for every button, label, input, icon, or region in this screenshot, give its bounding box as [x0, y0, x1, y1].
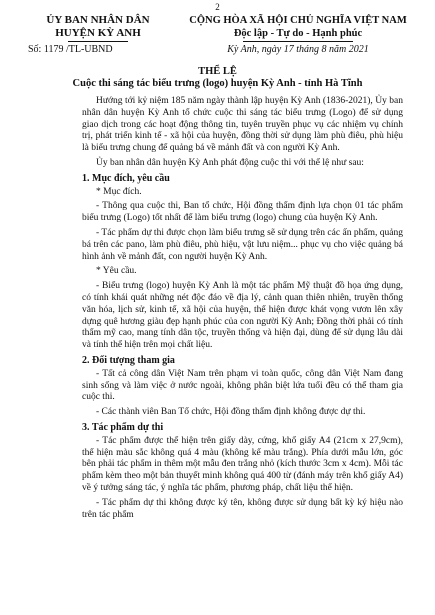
document-number: Số: 1179 /TL-UBND [28, 44, 113, 55]
section-1-paragraph: * Mục đích. [96, 186, 142, 197]
section-2-paragraph: - Tất cả công dân Việt Nam trên phạm vi toàn quốc, công dân Việt Nam đang sinh sống và làm việc ở nước ngoài, không phân biệt lứa tuổi đều có thể tham gia cuộc thi. [82, 368, 403, 403]
section-1-paragraph: - Tác phẩm dự thi được chọn làm biểu trưng sẽ sử dụng trên các ấn phẩm, quảng bá trên các pano, làm phù điêu, phù hiệu, vật lưu niệm... phục vụ cho việc quảng bá hình ảnh về mảnh đất, con người huyện Kỳ Anh. [82, 227, 403, 262]
section-1-paragraph: - Biểu trưng (logo) huyện Kỳ Anh là một tác phẩm Mỹ thuật đồ họa ứng dụng, có tính khái quát những nét độc đáo về địa lý, cảnh quan thiên nhiên, truyền thống văn hóa, lịch sử, kinh tế, xã hội của huyện, thể hiện được khát vọng vươn lên xây dựng quê hương giàu đẹp hạnh phúc của con người Kỳ Anh; Đồng thời phải có tính thẩm mỹ cao, mang tính dân tộc, truyền thống và hiện đại, dùng để sử dụng lâu dài và tính thể hiện trên mọi chất liệu. [82, 281, 403, 351]
section-1-paragraph: - Thông qua cuộc thi, Ban tổ chức, Hội đồng thẩm định lựa chọn 01 tác phẩm biểu trưng (Logo) tốt nhất để làm biểu trưng (logo) chung của huyện Kỳ Anh. [82, 201, 403, 224]
document-subtitle: Cuộc thi sáng tác biểu trưng (logo) huyện Kỳ Anh - tỉnh Hà Tĩnh [72, 78, 363, 89]
section-1-heading: 1. Mục đích, yêu cầu [82, 172, 170, 184]
document-date: Kỳ Anh, ngày 17 tháng 8 năm 2021 [227, 44, 369, 55]
intro-paragraph: Hướng tới kỷ niệm 185 năm ngày thành lập huyện Kỳ Anh (1836-2021), Ủy ban nhân dân huyện Kỳ Anh tổ chức cuộc thi sáng tác biểu trưng (Logo) để sử dụng giao dịch trong các hoạt động thông tin, tuyên truyền phục vụ các nhiệm vụ chính trị, phát triển kinh tế - xã hội của huyện, đồng thời sử dụng làm phù điêu, phù hiệu là biểu trưng chung để quảng bá về mảnh đất và con người Kỳ Anh. [82, 96, 403, 154]
motto-line-2: Độc lập - Tự do - Hạnh phúc [233, 28, 363, 39]
motto-underline [243, 41, 353, 42]
org-line-2: HUYỆN KỲ ANH [55, 27, 141, 39]
document-body [82, 96, 403, 524]
section-3-paragraph: - Tác phẩm được thể hiện trên giấy dày, cứng, khổ giấy A4 (21cm x 27,9cm), thể hiện màu sắc không quá 4 màu (không kể màu trắng). Phía dưới mẫu lớn, góc bên phải tác phẩm in thêm một mẫu đen trắng nhỏ (kích thước 3cm x 4cm). Mỗi tác phẩm kèm theo một bản thuyết minh không quá 400 từ (đánh máy trên khổ giấy A4) về ý tưởng sáng tác, ý nghĩa tác phẩm, phương pháp, chất liệu thể hiện. [82, 435, 403, 493]
page-number: 2 [215, 2, 220, 12]
issuing-organization [22, 14, 174, 42]
section-2-heading: 2. Đối tượng tham gia [82, 354, 175, 366]
section-3-heading: 3. Tác phẩm dự thi [82, 421, 164, 433]
motto-line-1: CỘNG HÒA XÃ HỘI CHỦ NGHĨA VIỆT NAM [189, 15, 407, 26]
section-2-paragraph: - Các thành viên Ban Tổ chức, Hội đồng thẩm định không được dự thi. [96, 407, 366, 418]
intro-paragraph-2: Ủy ban nhân dân huyện Kỳ Anh phát động cuộc thi với thể lệ như sau: [96, 157, 364, 168]
section-3-paragraph: - Tác phẩm dự thi không được ký tên, không được sử dụng bất kỳ ký hiệu nào trên tác phẩm [82, 497, 403, 520]
section-1-paragraph: * Yêu cầu. [96, 266, 137, 277]
national-motto [178, 14, 418, 42]
org-underline [68, 41, 128, 42]
org-line-1: ỦY BAN NHÂN DÂN [46, 14, 150, 26]
document-title: THỂ LỆ [198, 66, 237, 77]
